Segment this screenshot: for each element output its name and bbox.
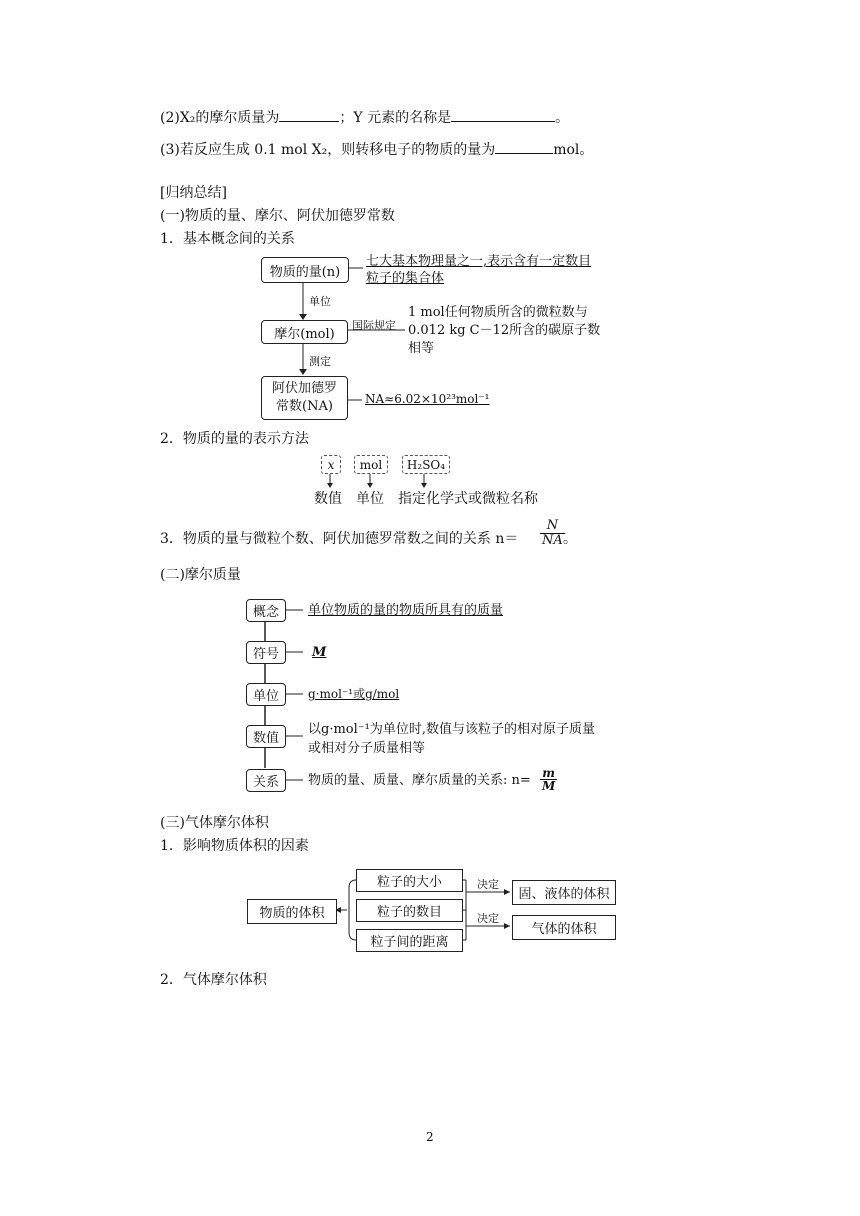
fraction-n-over-na xyxy=(540,519,565,548)
box-mole: 摩尔(mol) xyxy=(261,320,348,344)
rep-labels: 数值 单位 指定化学式或微粒名称 xyxy=(314,491,538,507)
q2-end: 。 xyxy=(555,110,570,126)
value-text-line1: 以g·mol⁻¹为单位时,数值与该粒子的相对原子质量 xyxy=(308,722,595,737)
fraction-numerator: m xyxy=(540,767,557,780)
box-amount-of-substance: 物质的量(n) xyxy=(261,257,349,283)
desc-mol-line2: 0.012 kg C－12所含的碳原子数 xyxy=(408,323,601,338)
label-concept: 概念 xyxy=(246,599,286,622)
item3-end: 。 xyxy=(563,531,577,547)
label-international: 国际规定 xyxy=(352,319,396,332)
page-number: 2 xyxy=(426,1130,434,1144)
q2-text-1: (2)X₂的摩尔质量为 xyxy=(160,110,280,126)
fraction-denominator: M xyxy=(542,779,556,793)
fraction-denominator: NA xyxy=(542,533,563,548)
section3-item2: 2．气体摩尔体积 xyxy=(160,972,267,988)
desc-amount-line1: 七大基本物理量之一,表示含有一定数目 xyxy=(366,254,592,269)
fraction-numerator: N xyxy=(540,519,565,534)
desc-amount-line2: 粒子的集合体 xyxy=(366,271,445,286)
section1-title: (一)物质的量、摩尔、阿伏加德罗常数 xyxy=(160,208,395,224)
factor-particle-size: 粒子的大小 xyxy=(356,869,463,892)
label-symbol: 符号 xyxy=(246,641,286,664)
section1-item2: 2．物质的量的表示方法 xyxy=(160,431,309,447)
decide-label-2: 决定 xyxy=(477,912,499,925)
q3-text: (3)若反应生成 0.1 mol X₂，则转移电子的物质的量为 xyxy=(160,142,496,158)
concept-text: 单位物质的量的物质所具有的质量 xyxy=(308,603,504,618)
label-unit: 单位 xyxy=(246,683,286,706)
symbol-text: M xyxy=(312,645,327,660)
section3-item1: 1．影响物质体积的因素 xyxy=(160,838,309,854)
summary-heading: [归纳总结] xyxy=(160,185,227,201)
label-relation: 关系 xyxy=(246,769,286,792)
rep-unit-box: mol xyxy=(354,455,388,474)
section3-title: (三)气体摩尔体积 xyxy=(160,815,269,831)
factor-particle-number: 粒子的数目 xyxy=(356,899,463,922)
desc-mol-line1: 1 mol任何物质所含的微粒数与 xyxy=(408,305,588,320)
q3-end: mol。 xyxy=(553,142,594,158)
section1-item1: 1．基本概念间的关系 xyxy=(160,231,295,247)
result-solid-liquid-volume: 固、液体的体积 xyxy=(512,880,616,905)
decide-label-1: 决定 xyxy=(477,878,499,891)
box-avogadro-line2: 常数(NA) xyxy=(276,399,333,414)
unit-text: g·mol⁻¹或g/mol xyxy=(308,687,400,701)
label-value: 数值 xyxy=(246,725,286,748)
rep-number-box: x xyxy=(321,455,341,474)
factor-particle-distance: 粒子间的距离 xyxy=(356,929,463,952)
desc-mol-line3: 相等 xyxy=(408,341,435,356)
label-measure: 测定 xyxy=(309,355,331,368)
box-avogadro-line1: 阿伏加德罗 xyxy=(271,381,337,396)
section1-item3 xyxy=(160,530,518,548)
label-unit: 单位 xyxy=(309,295,331,308)
box-avogadro xyxy=(261,376,348,420)
section2-title: (二)摩尔质量 xyxy=(160,567,241,583)
item3-text: 3．物质的量与微粒个数、阿伏加德罗常数之间的关系 n＝ xyxy=(160,531,519,547)
value-text-line2: 或相对分子质量相等 xyxy=(308,741,426,756)
result-gas-volume: 气体的体积 xyxy=(512,915,616,940)
fraction-m-over-M xyxy=(540,767,557,792)
relation-text: 物质的量、质量、摩尔质量的关系: n= xyxy=(308,773,531,788)
box-substance-volume: 物质的体积 xyxy=(247,899,337,924)
rep-formula-box: H₂SO₄ xyxy=(402,455,450,474)
avogadro-value: NA≈6.02×10²³mol⁻¹ xyxy=(365,392,490,406)
q2-text-2: ；Y 元素的名称是 xyxy=(339,110,452,126)
